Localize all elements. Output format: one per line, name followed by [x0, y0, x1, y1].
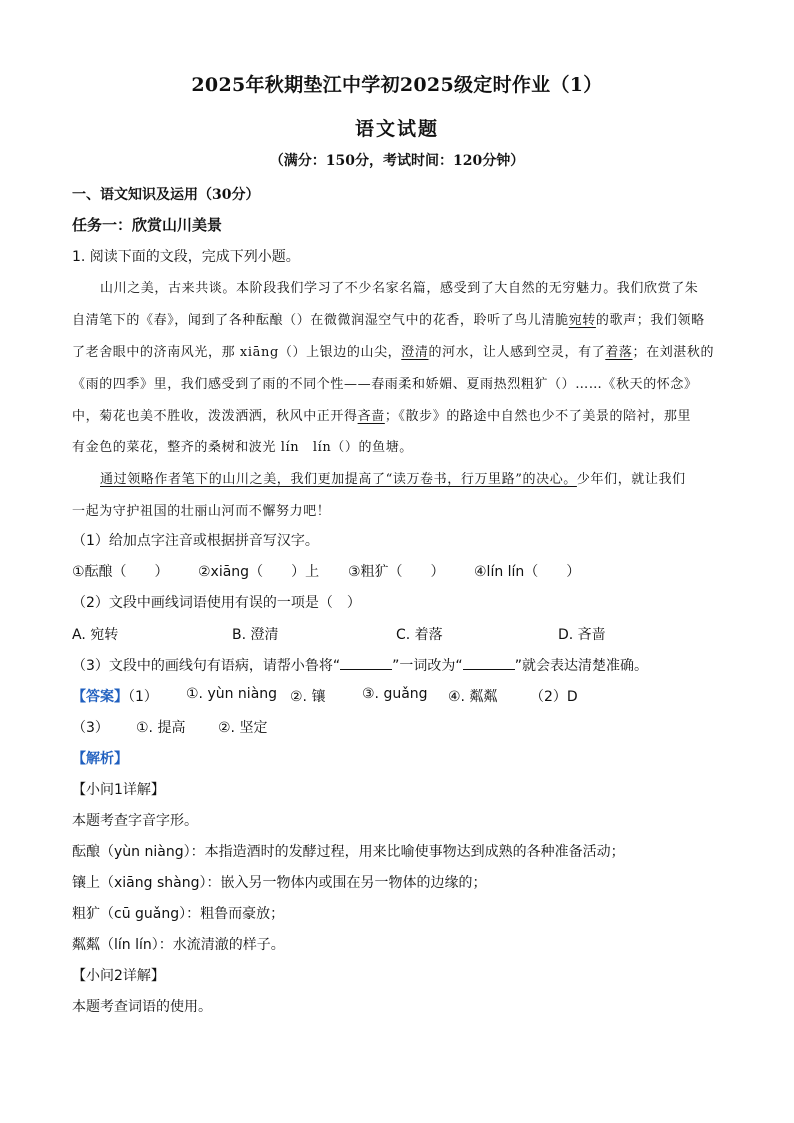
answer-1-3: ③. guǎng [362, 686, 428, 702]
exam-info: （满分：150分，考试时间：120分钟） [269, 153, 525, 169]
answer-2: （2）D [530, 689, 578, 705]
answer-row-1 [72, 686, 158, 706]
sub-question-3 [72, 655, 648, 675]
sub-question-1: （1）给加点字注音或根据拼音写汉字。 [72, 533, 319, 549]
explanation-4: 粼粼（lín lín）：水流清澈的样子。 [72, 937, 285, 953]
question-text: （3）文段中的画线句有语病，请帮小鲁将“ [72, 658, 341, 674]
passage-text: ；在刘湛秋的 [632, 345, 715, 360]
q1-item-2: ②xiāng（ ）上 [198, 564, 320, 580]
sub-question-2: （2）文段中画线词语使用有误的一项是（ ） [72, 595, 361, 611]
passage-line-7 [100, 468, 686, 487]
question-1-prompt: 1. 阅读下面的文段，完成下列小题。 [72, 249, 300, 265]
option-a: A. 宛转 [72, 627, 119, 643]
underlined-word-3: 着落 [605, 345, 633, 360]
passage-text: 的河水，让人感到空灵，有了 [428, 345, 606, 360]
option-b: B. 澄清 [232, 627, 279, 643]
answer-1-4: ④. 粼粼 [448, 689, 498, 705]
explanation-3: 粗犷（cū guǎng）：粗鲁而豪放； [72, 906, 285, 922]
answer-1-2: ②. 镶 [290, 689, 326, 705]
answer-blank-2 [463, 657, 515, 670]
exam-title: 2025年秋期垫江中学初2025级定时作业（1） [191, 74, 603, 96]
explanation-1: 酝酿（yùn niàng）：本指造酒时的发酵过程，用来比喻使事物达到成熟的各种准备活动； [72, 844, 625, 860]
question-text: ”就会表达清楚准确。 [514, 658, 648, 674]
subject-title: 语文试题 [354, 118, 439, 140]
passage-line-1: 山川之美，古来共谈。本阶段我们学习了不少名家名篇，感受到了大自然的无穷魅力。我们欣赏了朱 [100, 281, 699, 296]
answer-label: 【答案】 [72, 689, 128, 705]
answer-3-label: （3） [72, 720, 109, 736]
analysis-label: 【解析】 [72, 751, 128, 767]
underlined-word-2: 澄清 [401, 345, 429, 360]
subq1-heading: 【小问1详解】 [72, 782, 165, 798]
passage-line-2 [72, 309, 705, 328]
explanation-2: 镶上（xiāng shàng）：嵌入另一物体内或围在另一物体的边缘的； [72, 875, 487, 891]
answer-part: （1） [128, 689, 158, 705]
underlined-sentence: 通过领略作者笔下的山川之美，我们更加提高了“读万卷书，行万里路”的决心。 [100, 472, 577, 487]
passage-text: 少年们，就让我们 [576, 472, 686, 487]
option-c: C. 着落 [396, 627, 443, 643]
answer-3-1: ①. 提高 [136, 720, 186, 736]
passage-text: 了老舍眼中的济南风光，那 xiāng（）上银边的山尖， [72, 345, 402, 360]
passage-line-3 [72, 341, 714, 360]
task-heading: 任务一：欣赏山川美景 [72, 216, 223, 234]
answer-3-2: ②. 坚定 [218, 720, 268, 736]
passage-text: 的歌声；我们领略 [595, 313, 705, 328]
answer-1-1: ①. yùn niàng [186, 686, 278, 702]
subq1-intro: 本题考查字音字形。 [72, 813, 198, 829]
q1-item-4: ④lín lín（ ） [474, 564, 581, 580]
passage-line-5 [72, 405, 691, 424]
subq2-intro: 本题考查词语的使用。 [72, 999, 212, 1015]
passage-line-6: 有金色的菜花，整齐的桑树和波光 lín lín（）的鱼塘。 [72, 440, 413, 455]
section-heading: 一、语文知识及运用（30分） [72, 187, 260, 203]
answer-blank-1 [340, 657, 392, 670]
passage-text: 中，菊花也美不胜收，泼泼洒洒，秋风中正开得 [72, 409, 358, 424]
passage-line-4: 《雨的四季》里，我们感受到了雨的不同个性——春雨柔和娇媚、夏雨热烈粗犷（）……《秋天的怀念》 [72, 377, 698, 392]
q1-item-1: ①酝酿（ ） [72, 564, 169, 580]
passage-text: 自清笔下的《春》，闻到了各种酝酿（）在微微润湿空气中的花香，聆听了鸟儿清脆 [72, 313, 569, 328]
underlined-word-4: 吝啬 [357, 409, 385, 424]
underlined-word-1: 宛转 [568, 313, 596, 328]
option-d: D. 吝啬 [558, 627, 606, 643]
question-text: ”一词改为“ [392, 658, 463, 674]
subq2-heading: 【小问2详解】 [72, 968, 165, 984]
q1-item-3: ③粗犷（ ） [348, 564, 445, 580]
passage-line-8: 一起为守护祖国的壮丽山河而不懈努力吧！ [72, 504, 331, 519]
passage-text: ；《散步》的路途中自然也少不了美景的陪衬，那里 [384, 409, 692, 424]
